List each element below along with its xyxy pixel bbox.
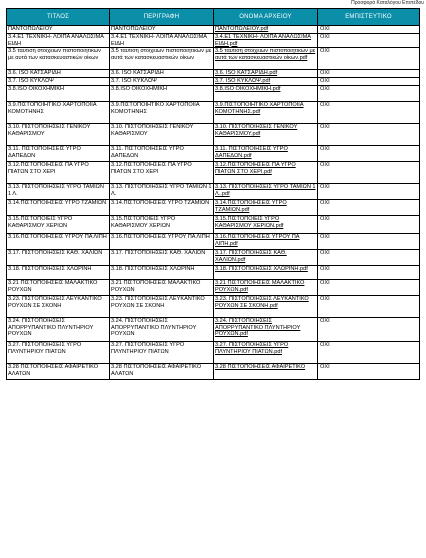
cell-filename	[214, 70, 318, 78]
file-link[interactable]: 3.12.ΠΙΣΤΟΠΟΙΗΣΕΙΣ ΠΑ ΥΓΡΟ ΠΙΑΤΩΝ ΣΤΟ ΧΕΡΙ.pdf	[215, 162, 296, 175]
cell-confidential: ΟΧΙ	[318, 162, 420, 184]
cell-title: 3.12.ΠΙΣΤΟΠΟΙΗΣΕΙΣ ΠΑ ΥΓΡΟ ΠΙΑΤΩΝ ΣΤΟ ΧΕΡΙ	[7, 162, 110, 184]
file-link[interactable]: 3.15.ΠΙΣΤΟΠΟΙΕΙΣ ΥΓΡΟ ΚΑΘΑΡΙΣΜΟΥ ΧΕΡΙΩΝ.pdf	[215, 216, 284, 229]
table-row	[7, 146, 420, 162]
file-link[interactable]: 3.28 ΠΙΣΤΟΠΟΙΗΣΕΙΣ ΑΦΑΙΡΕΤΙΚΟ	[215, 364, 306, 371]
file-link[interactable]: 3.6. ISO ΚΑΤΣΑΡΙΔΗ.pdf	[215, 70, 278, 77]
cell-filename	[214, 318, 318, 342]
table-row	[7, 162, 420, 184]
cell-title: 3.4.Ε1 ΤΕΧΝΙΚΗ- ΛΟΙΠΑ ΑΝΑΛΩΣΙΜΑ ΕΙΔΗ	[7, 34, 110, 48]
cell-description: ΠΑΝΤΟΠΩΛΕΙΟΥ	[110, 26, 214, 34]
cell-confidential: ΟΧΙ	[318, 234, 420, 250]
cell-title: 3.18. ΠΙΣΤΟΠΟΙΗΣΕΙΣ ΧΛΩΡΙΝΗ	[7, 266, 110, 280]
cell-description: 3.16.ΠΙΣΤΟΠΟΙΗΣΕΙΣ ΥΓΡΟΥ ΠΑ ΛΙΠΗ	[110, 234, 214, 250]
cell-confidential: ΟΧΙ	[318, 342, 420, 364]
cell-description: 3.6. ISO ΚΑΤΣΑΡΙΔΗ	[110, 70, 214, 78]
cell-title: 3.24. ΠΙΣΤΟΠΟΙΗΣΕΙΣ ΑΠΟΡΡΥΠΑΝΤΙΚΟ ΠΛΥΝΤΗΡΙΟΥ ΡΟΥΧΩΝ	[7, 318, 110, 342]
cell-confidential: ΟΧΙ	[318, 102, 420, 124]
cell-filename	[214, 162, 318, 184]
cell-title: 3.17. ΠΙΣΤΟΠΟΙΗΣΕΙΣ ΚΑΘ. ΧΑΛΙΩΝ	[7, 250, 110, 266]
cell-title: 3.13. ΠΙΣΤΟΠΟΙΗΣΕΙΣ ΥΓΡΟ ΤΑΜΙΩΝ 1 Λ.	[7, 184, 110, 200]
file-link[interactable]: 3.13. ΠΙΣΤΟΠΟΙΗΣΕΙΣ ΥΓΡΟ ΤΑΜΙΩΝ 1 Λ..pdf	[215, 184, 316, 197]
cell-confidential: ΟΧΙ	[318, 184, 420, 200]
cell-filename	[214, 216, 318, 234]
table-row	[7, 48, 420, 70]
table-row	[7, 26, 420, 34]
cell-confidential: ΟΧΙ	[318, 146, 420, 162]
table-row	[7, 266, 420, 280]
cell-confidential: ΟΧΙ	[318, 26, 420, 34]
file-link[interactable]: 3.8.ISO ΟΙΚΟΧΗΜΙΚΗ.pdf	[215, 86, 281, 93]
cell-title: 3.21 ΠΙΣΤΟΠΟΙΗΣΕΙΣ ΜΑΛΑΚΤΙΚΟ ΡΟΥΧΩΝ	[7, 280, 110, 296]
file-link[interactable]: 3.10. ΠΙΣΤΟΠΟΙΗΣΕΙΣ ΓΕΝΙΚΟΥ ΚΑΘΑΡΙΣΜΟΥ.pdf	[215, 124, 298, 137]
cell-confidential: ΟΧΙ	[318, 280, 420, 296]
cell-description: 3.27. ΠΙΣΤΟΠΟΙΗΣΕΙΣ ΥΓΡΟ ΠΛΥΝΤΗΡΙΟΥ ΠΙΑΤΩΝ	[110, 342, 214, 364]
table-row	[7, 234, 420, 250]
column-header-filename: ΟΝΟΜΑ ΑΡΧΕΙΟΥ	[214, 9, 318, 26]
cell-confidential: ΟΧΙ	[318, 318, 420, 342]
cell-description: 3.15.ΠΙΣΤΟΠΟΙΕΙΣ ΥΓΡΟ ΚΑΘΑΡΙΣΜΟΥ ΧΕΡΙΩΝ	[110, 216, 214, 234]
table-header-row	[7, 9, 420, 26]
column-header-title: ΤΙΤΛΟΣ	[7, 9, 110, 26]
file-link[interactable]: 3.17. ΠΙΣΤΟΠΟΙΗΣΕΙΣ ΚΑΘ. ΧΑΛΙΩΝ.pdf	[215, 250, 287, 263]
cell-filename	[214, 78, 318, 86]
cell-confidential: ΟΧΙ	[318, 200, 420, 216]
cell-confidential: ΟΧΙ	[318, 48, 420, 70]
cell-title: 3.10. ΠΙΣΤΟΠΟΙΗΣΕΙΣ ΓΕΝΙΚΟΥ ΚΑΘΑΡΙΣΜΟΥ	[7, 124, 110, 146]
cell-title: 3.28 ΠΙΣΤΟΠΟΙΗΣΕΙΣ ΑΦΑΙΡΕΤΙΚΟ ΑΛΑΤΩΝ	[7, 364, 110, 380]
cell-description: 3.12.ΠΙΣΤΟΠΟΙΗΣΕΙΣ ΠΑ ΥΓΡΟ ΠΙΑΤΩΝ ΣΤΟ ΧΕΡΙ	[110, 162, 214, 184]
cell-title: 3.6. ISO ΚΑΤΣΑΡΙΔΗ	[7, 70, 110, 78]
cell-filename	[214, 364, 318, 380]
file-link[interactable]: 3.5 ταυτιση στοιχειων πιστοποιητικων με αυτά των κατασκευαστικών οίκων.pdf	[215, 48, 316, 61]
cell-title: 3.9.ΠΙΣΤΟΠΟΙΗΤΙΚΟ ΧΑΡΤΟΠΟΙΙΑ ΚΟΜΟΤΗΝΗΣ	[7, 102, 110, 124]
cell-title: 3.15.ΠΙΣΤΟΠΟΙΕΙΣ ΥΓΡΟ ΚΑΘΑΡΙΣΜΟΥ ΧΕΡΙΩΝ	[7, 216, 110, 234]
file-link[interactable]: 3.7. ISO ΚΥΚΛΩΨ.pdf	[215, 78, 271, 85]
cell-filename	[214, 124, 318, 146]
file-link[interactable]: 3.18. ΠΙΣΤΟΠΟΙΗΣΕΙΣ ΧΛΩΡΙΝΗ.pdf	[215, 266, 308, 273]
cell-confidential: ΟΧΙ	[318, 70, 420, 78]
cell-filename	[214, 250, 318, 266]
cell-confidential: ΟΧΙ	[318, 364, 420, 380]
cell-title: 3.11. ΠΙΣΤΟΠΟΙΗΣΕΙΣ ΥΓΡΟ ΔΑΠΕΔΩΝ	[7, 146, 110, 162]
table-row	[7, 364, 420, 380]
file-link[interactable]: 3.21 ΠΙΣΤΟΠΟΙΗΣΕΙΣ ΜΑΛΑΚΤΙΚΟ ΡΟΥΧΩΝ.pdf	[215, 280, 305, 293]
table-row	[7, 250, 420, 266]
file-link[interactable]: 3.24. ΠΙΣΤΟΠΟΙΗΣΕΙΣ ΑΠΟΡΡΥΠΑΝΤΙΚΟ ΠΛΥΝΤΗΡΙΟΥ ΡΟΥΧΩΝ.pdf	[215, 318, 301, 338]
cell-filename	[214, 102, 318, 124]
cell-filename	[214, 86, 318, 102]
cell-description: 3.18. ΠΙΣΤΟΠΟΙΗΣΕΙΣ ΧΛΩΡΙΝΗ	[110, 266, 214, 280]
cell-filename	[214, 296, 318, 318]
cell-filename	[214, 48, 318, 70]
cell-filename	[214, 26, 318, 34]
table-row	[7, 216, 420, 234]
cell-confidential: ΟΧΙ	[318, 124, 420, 146]
cell-filename	[214, 200, 318, 216]
table-row	[7, 78, 420, 86]
cell-description: 3.8.ISO ΟΙΚΟΧΗΜΙΚΗ	[110, 86, 214, 102]
cell-confidential: ΟΧΙ	[318, 34, 420, 48]
file-link[interactable]: ΠΑΝΤΟΠΩΛΕΙΟΥ.pdf	[215, 26, 269, 32]
file-link[interactable]: 3.16.ΠΙΣΤΟΠΟΙΗΣΕΙΣ ΥΓΡΟΥ ΠΑ ΛΙΠΗ.pdf	[215, 234, 300, 247]
documents-table	[6, 8, 420, 380]
file-link[interactable]: 3.27. ΠΙΣΤΟΠΟΙΗΣΕΙΣ ΥΓΡΟ ΠΛΥΝΤΗΡΙΟΥ ΠΙΑΤΩΝ.pdf	[215, 342, 289, 355]
cell-confidential: ΟΧΙ	[318, 296, 420, 318]
table-row	[7, 200, 420, 216]
table-row	[7, 280, 420, 296]
cell-filename	[214, 234, 318, 250]
cell-filename	[214, 34, 318, 48]
cell-title: 3.23. ΠΙΣΤΟΠΟΙΗΣΕΙΣ ΛΕΥΚΑΝΤΙΚΟ ΡΟΥΧΩΝ ΣΕ ΣΚΟΝΗ	[7, 296, 110, 318]
table-row	[7, 86, 420, 102]
table-row	[7, 34, 420, 48]
cell-description: 3.23. ΠΙΣΤΟΠΟΙΗΣΕΙΣ ΛΕΥΚΑΝΤΙΚΟ ΡΟΥΧΩΝ ΣΕ ΣΚΟΝΗ	[110, 296, 214, 318]
cell-description: 3.28 ΠΙΣΤΟΠΟΙΗΣΕΙΣ ΑΦΑΙΡΕΤΙΚΟ ΑΛΑΤΩΝ	[110, 364, 214, 380]
file-link[interactable]: 3.11. ΠΙΣΤΟΠΟΙΗΣΕΙΣ ΥΓΡΟ ΔΑΠΕΔΩΝ.pdf	[215, 146, 288, 159]
table-row	[7, 296, 420, 318]
cell-confidential: ΟΧΙ	[318, 216, 420, 234]
cell-description: 3.9.ΠΙΣΤΟΠΟΙΗΤΙΚΟ ΧΑΡΤΟΠΟΙΙΑ ΚΟΜΟΤΗΝΗΣ	[110, 102, 214, 124]
cell-title: ΠΑΝΤΟΠΩΛΕΙΟΥ	[7, 26, 110, 34]
cell-description: 3.11. ΠΙΣΤΟΠΟΙΗΣΕΙΣ ΥΓΡΟ ΔΑΠΕΔΩΝ	[110, 146, 214, 162]
cell-filename	[214, 146, 318, 162]
cell-description: 3.21 ΠΙΣΤΟΠΟΙΗΣΕΙΣ ΜΑΛΑΚΤΙΚΟ ΡΟΥΧΩΝ	[110, 280, 214, 296]
cell-filename	[214, 280, 318, 296]
cell-title: 3.8.ISO ΟΙΚΟΧΗΜΙΚΗ	[7, 86, 110, 102]
cell-description: 3.5 ταυτιση στοιχειων πιστοποιητικων με αυτά των κατασκευαστικών οίκων	[110, 48, 214, 70]
cell-description: 3.4.Ε1 ΤΕΧΝΙΚΗ- ΛΟΙΠΑ ΑΝΑΛΩΣΙΜΑ ΕΙΔΗ	[110, 34, 214, 48]
cell-title: 3.14.ΠΙΣΤΟΠΟΙΗΣΕΙΣ ΥΓΡΟ ΤΖΑΜΙΩΝ	[7, 200, 110, 216]
cell-title: 3.16.ΠΙΣΤΟΠΟΙΗΣΕΙΣ ΥΓΡΟΥ ΠΑ ΛΙΠΗ	[7, 234, 110, 250]
cell-description: 3.10. ΠΙΣΤΟΠΟΙΗΣΕΙΣ ΓΕΝΙΚΟΥ ΚΑΘΑΡΙΣΜΟΥ	[110, 124, 214, 146]
file-link[interactable]: 3.23. ΠΙΣΤΟΠΟΙΗΣΕΙΣ ΛΕΥΚΑΝΤΙΚΟ ΡΟΥΧΩΝ ΣΕ ΣΚΟΝΗ.pdf	[215, 296, 309, 309]
cell-title: 3.27. ΠΙΣΤΟΠΟΙΗΣΕΙΣ ΥΓΡΟ ΠΛΥΝΤΗΡΙΟΥ ΠΙΑΤΩΝ	[7, 342, 110, 364]
cell-filename	[214, 184, 318, 200]
cell-title: 3.7. ISO ΚΥΚΛΩΨ	[7, 78, 110, 86]
cell-confidential: ΟΧΙ	[318, 250, 420, 266]
file-link[interactable]: 3.14.ΠΙΣΤΟΠΟΙΗΣΕΙΣ ΥΓΡΟ ΤΖΑΜΙΩΝ.pdf	[215, 200, 287, 213]
cell-filename	[214, 342, 318, 364]
table-row	[7, 342, 420, 364]
column-header-confidential: ΕΜΠΙΣΤΕΥΤΙΚΟ	[318, 9, 420, 26]
table-row	[7, 318, 420, 342]
cell-description: 3.13. ΠΙΣΤΟΠΟΙΗΣΕΙΣ ΥΓΡΟ ΤΑΜΙΩΝ 1 Λ.	[110, 184, 214, 200]
cell-description: 3.14.ΠΙΣΤΟΠΟΙΗΣΕΙΣ ΥΓΡΟ ΤΖΑΜΙΩΝ	[110, 200, 214, 216]
table-row	[7, 102, 420, 124]
cell-confidential: ΟΧΙ	[318, 78, 420, 86]
file-link[interactable]: 3.4.Ε1 ΤΕΧΝΙΚΗ- ΛΟΙΠΑ ΑΝΑΛΩΣΙΜΑ ΕΙΔΗ.pdf	[215, 34, 312, 47]
cell-description: 3.24. ΠΙΣΤΟΠΟΙΗΣΕΙΣ ΑΠΟΡΡΥΠΑΝΤΙΚΟ ΠΛΥΝΤΗΡΙΟΥ ΡΟΥΧΩΝ	[110, 318, 214, 342]
table-row	[7, 184, 420, 200]
cell-confidential: ΟΧΙ	[318, 86, 420, 102]
cell-filename	[214, 266, 318, 280]
table-row	[7, 124, 420, 146]
cell-confidential: ΟΧΙ	[318, 266, 420, 280]
top-note: Προσφορά Καταλόγου Επιπέδου	[351, 0, 424, 6]
cell-title: 3.5 ταυτιση στοιχειων πιστοποιητικων με αυτά των κατασκευαστικών οίκων	[7, 48, 110, 70]
column-header-description: ΠΕΡΙΓΡΑΦΗ	[110, 9, 214, 26]
file-link[interactable]: 3.9.ΠΙΣΤΟΠΟΙΗΤΙΚΟ ΧΑΡΤΟΠΟΙΙΑ ΚΟΜΟΤΗΝΗΣ.pdf	[215, 102, 304, 115]
cell-description: 3.17. ΠΙΣΤΟΠΟΙΗΣΕΙΣ ΚΑΘ. ΧΑΛΙΩΝ	[110, 250, 214, 266]
cell-description: 3.7. ISO ΚΥΚΛΩΨ	[110, 78, 214, 86]
table-row	[7, 70, 420, 78]
